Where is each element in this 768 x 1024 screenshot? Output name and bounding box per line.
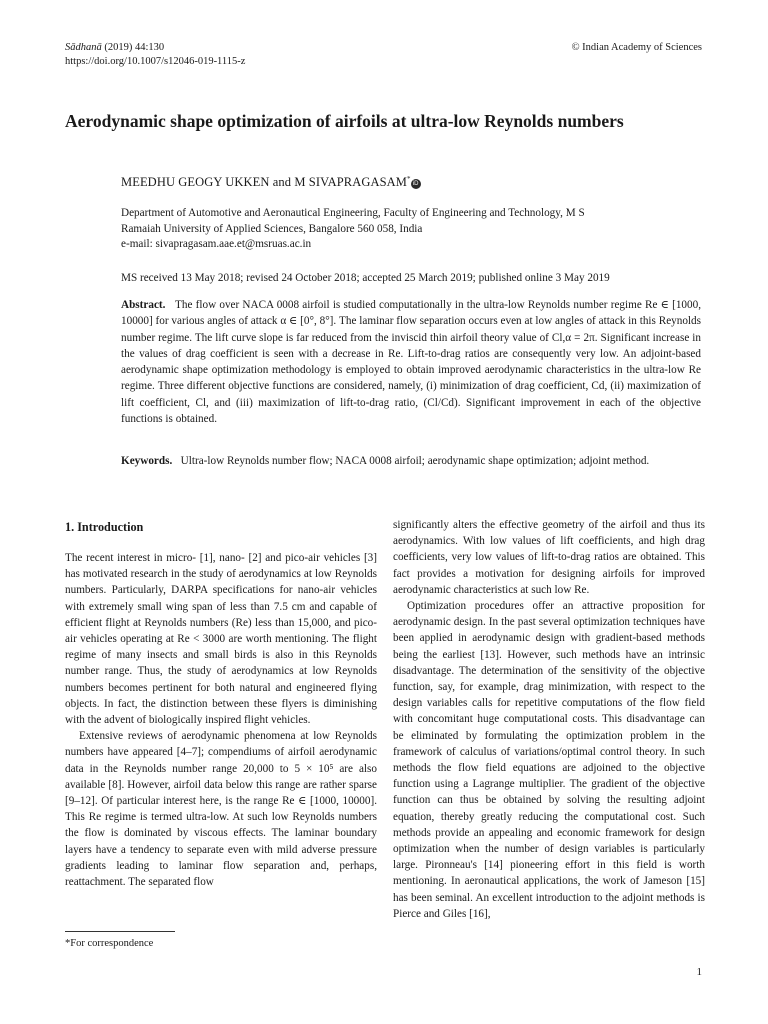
abstract	[121, 297, 701, 427]
orcid-icon[interactable]: iD	[411, 179, 421, 189]
paragraph: Optimization procedures offer an attractive proposition for aerodynamic design. In the past several optimization techniques have been applied in aerodynamic design with gradient-based methods being the earliest [13]. However, such methods have an intrinsic disadvantage. The determination of the sensitivity of the objective function, say, for example, drag minimization, with respect to the design variables calls for repetitive computations of the flow field with concomitant huge computational costs. This disadvantage can be eliminated by formulating the optimization problem in the framework of calculus of variations/optimal control theory. In such methods the flow field equations are adjoined to the objective function using a Lagrange multiplier. The gradient of the objective function can thus be obtained by solving the resulting adjoint equation, thereby greatly reducing the computational cost. Such methods provide an appealing and economic framework for design optimization when the number of design variables is particularly large. Pironneau's [14] pioneering effort in this field is worth mentioning. In aeronautical applications, the work of Jameson [15] has been seminal. An excellent introduction to the adjoint methods is Pierce and Giles [16],	[393, 600, 705, 920]
correspondence-mark: *	[407, 175, 411, 183]
author-line	[121, 175, 421, 190]
doi-link[interactable]: https://doi.org/10.1007/s12046-019-1115-z	[65, 56, 246, 67]
email[interactable]: e-mail: sivapragasam.aae.et@msruas.ac.in	[121, 238, 312, 250]
journal-volume: (2019) 44:130	[101, 42, 165, 53]
journal-citation	[65, 41, 245, 69]
keywords	[121, 453, 701, 469]
affiliation-line-2: Ramaiah University of Applied Sciences, Bangalore 560 058, India	[121, 222, 423, 235]
paragraph: Extensive reviews of aerodynamic phenomena at low Reynolds numbers have appeared [4–7]; compendiums of airfoil aerodynamic data in the Reynolds number range 20,000 to 5 × 10⁵ are also available [8]. However, airfoil data below this range are rather sparse [9–12]. Of particular interest here, is the range Re ∈ [1000, 10000]. This Re regime is termed ultra-low. At such low Reynolds numbers the flow is dominated by viscous effects. The laminar boundary layers have a tendency to separate even with mild adverse pressure gradients leading to laminar flow separation and, perhaps, reattachment. The separated flow	[65, 730, 377, 889]
affiliation	[121, 206, 701, 253]
journal-name: Sādhanā	[65, 42, 102, 53]
authors: MEEDHU GEOGY UKKEN and M SIVAPRAGASAM	[121, 175, 407, 190]
left-column	[65, 550, 377, 890]
paper-title: Aerodynamic shape optimization of airfoils at ultra-low Reynolds numbers	[65, 111, 624, 131]
keywords-label: Keywords.	[121, 455, 173, 467]
received-dates: MS received 13 May 2018; revised 24 October 2018; accepted 25 March 2019; published online 3 May 2019	[121, 272, 610, 284]
keywords-text: Ultra-low Reynolds number flow; NACA 0008 airfoil; aerodynamic shape optimization; adjoint method.	[180, 455, 650, 467]
right-column	[393, 517, 705, 922]
paragraph: The recent interest in micro- [1], nano- [2] and pico-air vehicles [3] has motivated research in the study of aerodynamics at low Reynolds numbers. Particularly, DARPA specifications for nano-air vehicles with extremely small wing span of less than 7.5 cm and capable of efficient flight at Reynolds numbers (Re) less than 15,000, and pico-air vehicles operating at Re < 3000 are worth mentioning. The flight regime of many insects and small birds is also in this Reynolds number range. Thus, the study of aerodynamics at low Reynolds numbers becomes pertinent for both natural and engineered flying objects. In fact, the distinction between these flyers is diminishing with the advent of biologically inspired flight vehicles.	[65, 552, 377, 727]
publisher: © Indian Academy of Sciences	[571, 42, 702, 53]
section-heading: 1. Introduction	[65, 520, 144, 534]
page-number: 1	[696, 966, 702, 978]
paragraph: significantly alters the effective geometry of the airfoil and thus its aerodynamics. With low values of lift coefficients, and high drag coefficients, very low values of lift-to-drag ratios are obtained. This fact provides a motivation for designing airfoils for improved aerodynamic characteristics at such low Re.	[393, 519, 705, 596]
footnote: *For correspondence	[65, 938, 154, 949]
footnote-divider	[65, 931, 175, 932]
abstract-text: The flow over NACA 0008 airfoil is studied computationally in the ultra-low Reynolds number regime Re ∈ [1000, 10000] for various angles of attack α ∈ [0°, 8°]. The laminar flow separation occurs even at low angles of attack in this Reynolds number regime. The lift curve slope is far reduced from the inviscid thin airfoil theory value of Cl,α = 2π. Significant increase in the values of drag coefficient is seen with a decrease in Re. Lift-to-drag ratios are consequently very low. An adjoint-based aerodynamic shape optimization methodology is employed to obtain improved aerodynamic characteristics in the ultra-low Re regime. Three different objective functions are considered, namely, (i) minimization of drag coefficient, Cd, (ii) maximization of lift coefficient, Cl, and (iii) maximization of lift-to-drag ratio, (Cl/Cd). Significant improvement in each of the objective functions is obtained.	[121, 299, 701, 426]
abstract-label: Abstract.	[121, 299, 166, 311]
affiliation-line-1: Department of Automotive and Aeronautical Engineering, Faculty of Engineering and Technology, M S	[121, 207, 585, 219]
